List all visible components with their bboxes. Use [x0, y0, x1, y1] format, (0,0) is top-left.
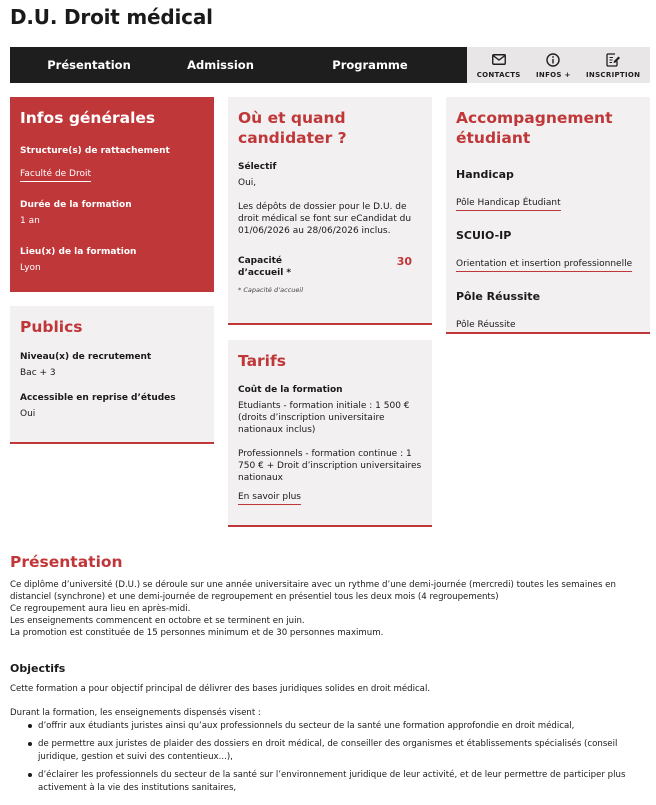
capacite-note: * Capacité d’accueil — [238, 286, 303, 294]
handicap-title: Handicap — [456, 168, 514, 181]
presentation-line: Ce regroupement aura lieu en après-midi. — [10, 604, 191, 614]
objectifs-durant: Durant la formation, les enseignements dispensés visent : — [10, 708, 261, 718]
cout-label: Coût de la formation — [238, 385, 343, 395]
inscription-label: INSCRIPTION — [586, 70, 641, 79]
capacite-value: 30 — [396, 255, 412, 268]
accompagnement-title: Accompagnement étudiant — [456, 109, 613, 147]
contacts-label: CONTACTS — [476, 70, 521, 79]
objectifs-title: Objectifs — [10, 662, 66, 675]
reprise-value: Oui — [20, 409, 36, 419]
selectif-label: Sélectif — [238, 162, 277, 172]
pole-handicap-link[interactable]: Pôle Handicap Étudiant — [456, 198, 561, 211]
mail-icon — [491, 52, 507, 68]
structure-label: Structure(s) de rattachement — [20, 146, 170, 156]
pole-reussite-link[interactable]: Pôle Réussite — [456, 320, 516, 333]
nav-actions — [467, 47, 650, 83]
presentation-line: Ce diplôme d’université (D.U.) se déroule sur une année universitaire avec un rythme d’une demi-journée (mercredi) toutes les semaines en distanciel (synchrone) et une demi-journée de regroupement en présentiel tous les deux mois (4 regroupements) — [10, 580, 616, 602]
list-item: de permettre aux juristes de plaider des dossiers en droit médical, de conseiller des organismes et établissements spécialisés (conseil juridique, gestion et suivi des contentieux...), — [10, 738, 650, 764]
niveau-value: Bac + 3 — [20, 368, 56, 378]
inscription-button[interactable] — [586, 52, 640, 79]
faculte-droit-link[interactable]: Faculté de Droit — [20, 169, 91, 182]
list-item: d’offrir aux étudiants juristes ainsi qu’aux professionnels du secteur de la santé une formation approfondie en droit médical, — [10, 720, 650, 733]
presentation-section — [10, 553, 650, 639]
main-navbar — [10, 47, 650, 83]
etudiants-tarif: Etudiants - formation initiale : 1 500 € (droits d’inscription universitaire nationaux inclus) — [238, 401, 410, 435]
infos-generales-card — [10, 97, 214, 292]
objectifs-section — [10, 662, 650, 800]
lieu-value: Lyon — [20, 263, 41, 273]
page-title: D.U. Droit médical — [10, 5, 213, 29]
candidater-title: Où et quand candidater ? — [238, 109, 347, 147]
infos-button[interactable] — [536, 52, 571, 79]
presentation-line: La promotion est constituée de 15 personnes minimum et de 30 personnes maximum. — [10, 628, 384, 638]
tab-programme[interactable]: Programme — [332, 58, 408, 72]
pro-tarif: Professionnels - formation continue : 1 750 € + Droit d’inscription universitaires nationaux — [238, 449, 422, 483]
presentation-line: Les enseignements commencent en octobre et se terminent en juin. — [10, 616, 305, 626]
list-item: d’éclairer les professionnels du secteur de la santé sur l’environnement juridique de leur activité, et de leur permettre de participer plus activement à la vie des institutions sanitaires, — [10, 769, 650, 795]
contacts-button[interactable] — [477, 52, 521, 79]
info-icon — [545, 52, 561, 68]
accompagnement-card — [446, 97, 650, 334]
tab-admission[interactable]: Admission — [187, 58, 254, 72]
en-savoir-plus-link[interactable]: En savoir plus — [238, 492, 301, 505]
duree-value: 1 an — [20, 216, 40, 226]
duree-label: Durée de la formation — [20, 200, 132, 210]
scuio-title: SCUIO-IP — [456, 229, 512, 242]
presentation-title: Présentation — [10, 553, 123, 571]
tarifs-card — [228, 340, 432, 527]
tarifs-title: Tarifs — [238, 352, 286, 370]
niveau-label: Niveau(x) de recrutement — [20, 352, 152, 362]
tab-presentation[interactable]: Présentation — [47, 58, 131, 72]
orientation-link[interactable]: Orientation et insertion professionnelle — [456, 259, 632, 272]
capacite-label: Capacité d’accueil * — [238, 256, 292, 278]
reussite-title: Pôle Réussite — [456, 290, 541, 303]
reprise-label: Accessible en reprise d’études — [20, 393, 176, 403]
objectifs-intro: Cette formation a pour objectif principal de délivrer des bases juridiques solides en droit médical. — [10, 684, 431, 694]
publics-card — [10, 306, 214, 444]
infos-label: INFOS + — [536, 70, 571, 79]
depots-text: Les dépôts de dossier pour le D.U. de droit médical se font sur eCandidat du 01/06/2026 au 28/06/2026 inclus. — [238, 202, 412, 236]
candidater-card — [228, 97, 432, 325]
nav-tabs — [10, 47, 467, 83]
infos-generales-title: Infos générales — [20, 109, 156, 127]
publics-title: Publics — [20, 318, 83, 336]
objectifs-list — [10, 720, 650, 795]
edit-icon — [605, 52, 621, 68]
lieu-label: Lieu(x) de la formation — [20, 247, 137, 257]
selectif-value: Oui, — [238, 178, 257, 188]
